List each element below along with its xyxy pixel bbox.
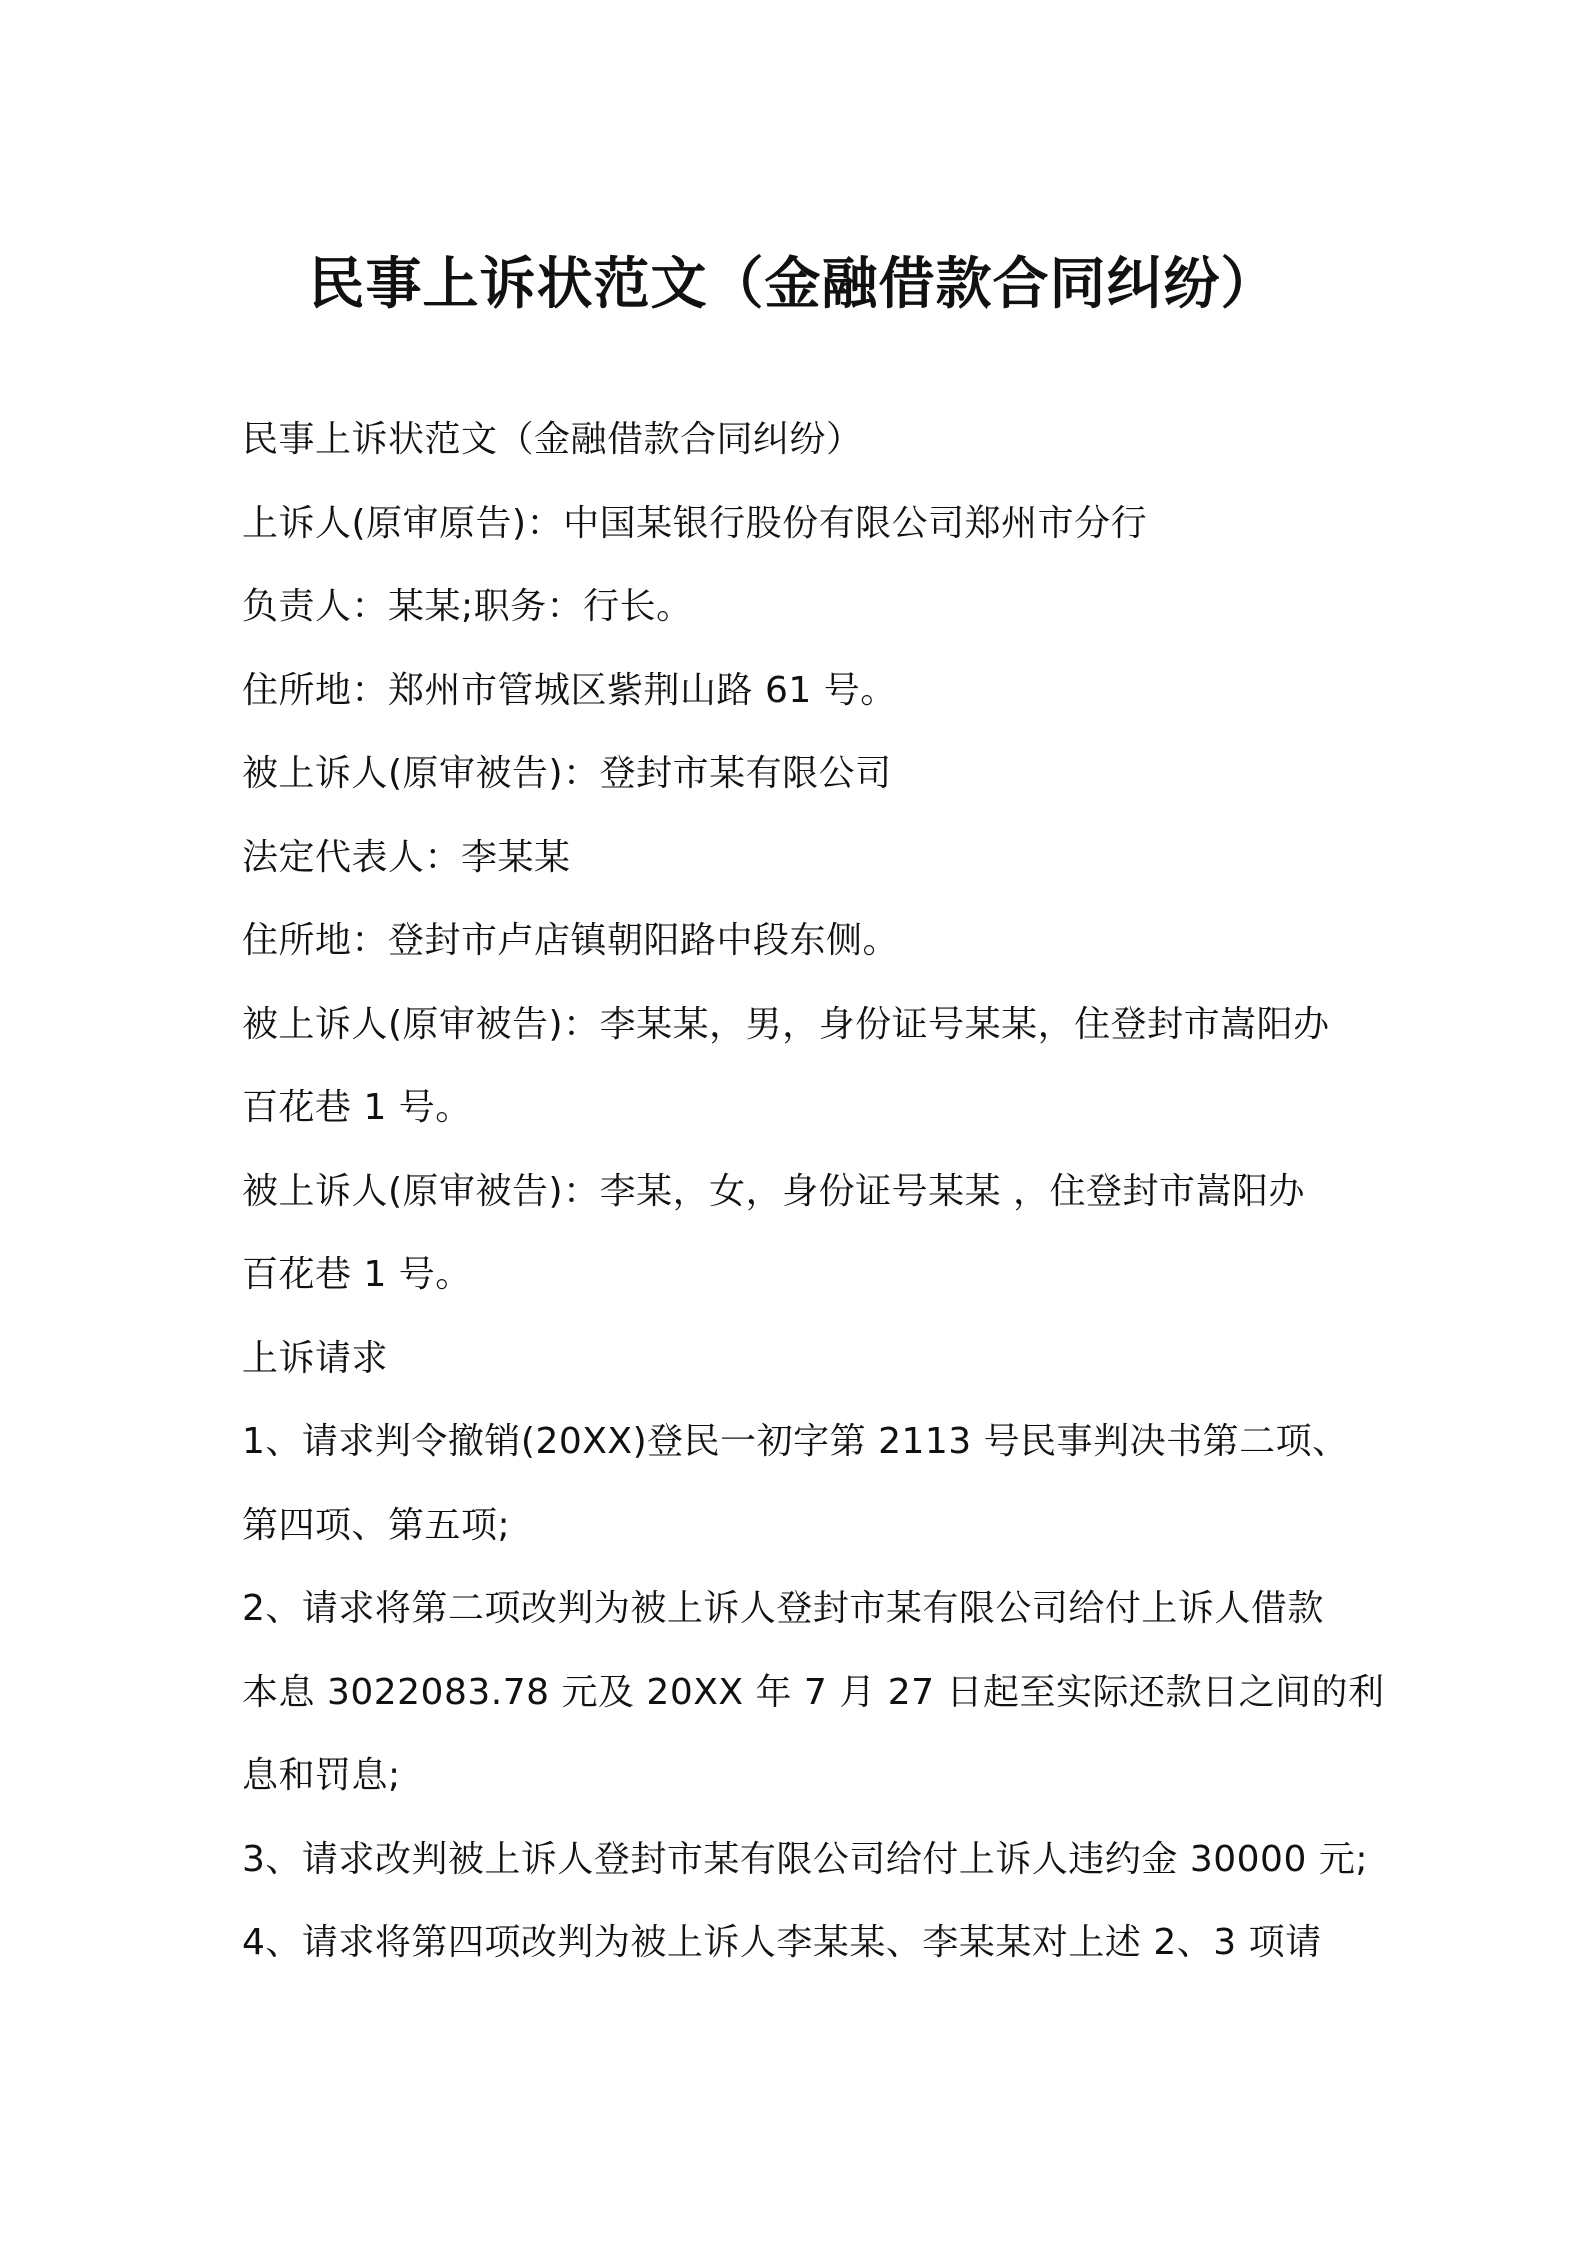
body-line-responsible-person: 负责人：某某;职务：行长。 <box>242 586 693 627</box>
body-line-request-4: 4、请求将第四项改判为被上诉人李某某、李某某对上述 2、3 项请 <box>242 1922 1322 1963</box>
body-line-request-3: 3、请求改判被上诉人登封市某有限公司给付上诉人违约金 30000 元; <box>242 1838 1368 1880</box>
body-line-request-2-cont-2: 息和罚息; <box>242 1755 401 1796</box>
body-line-request-1-cont: 第四项、第五项; <box>242 1504 511 1546</box>
document-body <box>242 398 1385 1985</box>
body-line-request-2-cont: 本息 3022083.78 元及 20XX 年 7 月 27 日起至实际还款日之间的利 <box>242 1671 1385 1713</box>
body-line-appeal-requests-heading: 上诉请求 <box>242 1337 389 1379</box>
body-line-appellee-company: 被上诉人(原审被告)：登封市某有限公司 <box>242 753 892 794</box>
body-line-appellee-person-1: 被上诉人(原审被告)：李某某，男，身份证号某某，住登封市嵩阳办 <box>242 1003 1330 1045</box>
body-line-request-2: 2、请求将第二项改判为被上诉人登封市某有限公司给付上诉人借款 <box>242 1588 1324 1629</box>
body-line-appellee-person-2: 被上诉人(原审被告)：李某，女，身份证号某某 ，住登封市嵩阳办 <box>242 1170 1306 1212</box>
document-title: 民事上诉状范文（金融借款合同纠纷） <box>308 251 1278 317</box>
body-line-appellee-company-address: 住所地：登封市卢店镇朝阳路中段东侧。 <box>242 920 900 961</box>
body-line-appellant-address: 住所地：郑州市管城区紫荆山路 61 号。 <box>242 669 897 711</box>
body-line-heading: 民事上诉状范文（金融借款合同纠纷） <box>242 419 863 460</box>
body-line-legal-representative: 法定代表人：李某某 <box>242 836 571 878</box>
body-line-appellee-person-2-cont: 百花巷 1 号。 <box>242 1254 472 1295</box>
body-line-appellant: 上诉人(原审原告)：中国某银行股份有限公司郑州市分行 <box>242 502 1148 544</box>
body-line-appellee-person-1-cont: 百花巷 1 号。 <box>242 1087 472 1128</box>
body-line-request-1: 1、请求判令撤销(20XX)登民一初字第 2113 号民事判决书第二项、 <box>242 1421 1349 1462</box>
